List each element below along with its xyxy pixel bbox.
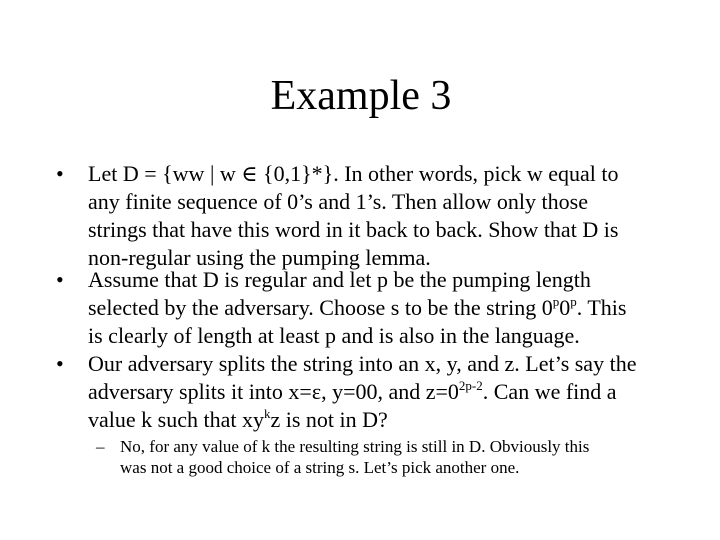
bullet-marker: • [56, 351, 64, 376]
superscript: p [552, 294, 560, 309]
text-segment: 0 [559, 295, 571, 320]
text-segment: z is not in D? [270, 407, 388, 432]
bullet-line: Our adversary splits the string into an x, y, and z. Let’s say the [88, 351, 637, 376]
bullet-marker: • [56, 267, 64, 292]
bullet-text [88, 160, 708, 272]
bullet-line [88, 406, 708, 434]
bullet-line: any finite sequence of 0’s and 1’s. Then allow only those [88, 189, 588, 214]
slide-title: Example 3 [270, 73, 452, 119]
bullet-line: is clearly of length at least p and is also in the language. [88, 323, 580, 348]
superscript: 2p-2 [458, 378, 483, 393]
text-segment: value k such that xy [88, 407, 264, 432]
text-segment: . Can we find a [482, 379, 617, 404]
superscript: p [570, 294, 577, 309]
text-segment: selected by the adversary. Choose s to be the string 0 [88, 295, 553, 320]
sub-bullet-marker: – [96, 437, 105, 456]
sub-bullet-line: No, for any value of k the resulting string is still in D. Obviously this [120, 437, 590, 456]
text-segment: adversary splits it into x=ε, y=00, and z=0 [88, 379, 459, 404]
bullet-text [88, 350, 708, 434]
sub-bullet-line: was not a good choice of a string s. Let’s pick another one. [120, 458, 520, 477]
bullet-line [88, 294, 708, 322]
bullet-text [88, 266, 708, 350]
bullet-line: non-regular using the pumping lemma. [88, 245, 431, 270]
text-segment: . This [576, 295, 627, 320]
bullet-line: strings that have this word in it back to back. Show that D is [88, 217, 619, 242]
bullet-line [88, 378, 708, 406]
superscript: k [263, 406, 271, 421]
bullet-line: Assume that D is regular and let p be the pumping length [88, 267, 591, 292]
bullet-line: Let D = {ww | w ∈ {0,1}*}. In other words, pick w equal to [88, 161, 619, 186]
sub-bullet-text [120, 436, 700, 478]
bullet-marker: • [56, 161, 64, 186]
